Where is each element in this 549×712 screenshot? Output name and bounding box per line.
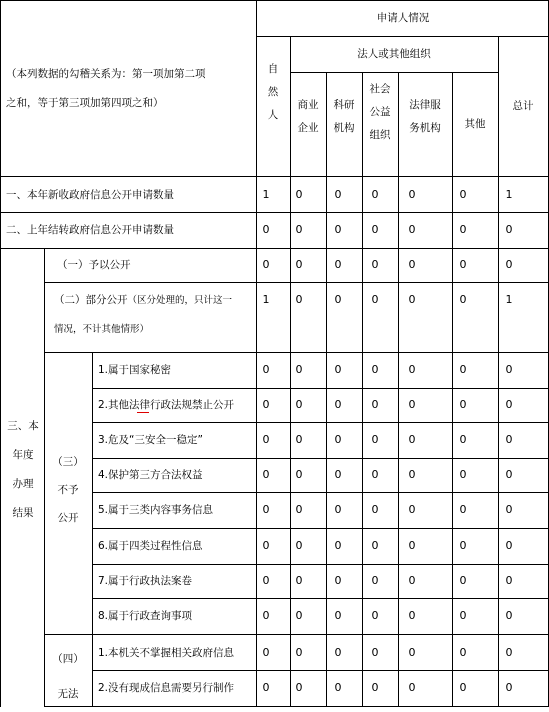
table-cell-value: 0 [262, 574, 270, 587]
table-cell-value: 0 [505, 468, 513, 481]
table-cell-value: 0 [505, 609, 513, 622]
header-divider [256, 36, 549, 37]
table-cell-value: 1 [505, 188, 513, 201]
col-social-welfare: 社会 公益 组织 [369, 83, 391, 141]
table-cell-value: 0 [295, 574, 303, 587]
table-cell-value: 0 [459, 468, 467, 481]
table-cell-value: 0 [334, 539, 342, 552]
table-cell-value: 0 [295, 609, 303, 622]
table-cell-value: 0 [371, 223, 379, 236]
table-cell-value: 0 [334, 398, 342, 411]
table-cell-value: 0 [371, 503, 379, 516]
table-cell-value: 0 [459, 574, 467, 587]
table-cell-value: 0 [334, 468, 342, 481]
table-cell-value: 0 [295, 681, 303, 694]
table-cell-value: 0 [459, 188, 467, 201]
table-cell-value: 0 [371, 188, 379, 201]
table-cell-value: 0 [459, 223, 467, 236]
row-divider [92, 422, 549, 423]
table-cell-value: 0 [408, 223, 416, 236]
table-cell-value: 0 [295, 433, 303, 446]
table-cell-value: 0 [408, 433, 416, 446]
row-label-no-disclose-4: 4.保护第三方合法权益 [98, 469, 203, 481]
col-divider [398, 72, 399, 707]
header-note-line1: （本列数据的勾稽关系为：第一项加第二项 [6, 68, 206, 80]
table-cell-value: 0 [262, 646, 270, 659]
row-label-carried-over: 二、上年结转政府信息公开申请数量 [6, 224, 174, 236]
row-divider [0, 176, 549, 177]
table-cell-value: 0 [459, 503, 467, 516]
table-cell-value: 0 [505, 539, 513, 552]
col-other: 其他 [464, 118, 486, 130]
table-cell-value: 0 [371, 468, 379, 481]
table-cell-value: 0 [505, 681, 513, 694]
row-label-no-disclose-1: 1.属于国家秘密 [98, 364, 172, 376]
table-cell-value: 0 [262, 468, 270, 481]
col-divider [498, 36, 499, 707]
table-cell-value: 0 [371, 539, 379, 552]
table-cell-value: 0 [334, 258, 342, 271]
col-divider [290, 36, 291, 707]
row-label-no-disclose-2: 2.其他法律行政法规禁止公开 [98, 399, 235, 411]
table-cell-value: 0 [408, 609, 416, 622]
table-cell-value: 0 [262, 223, 270, 236]
table-cell-value: 0 [262, 258, 270, 271]
table-cell-value: 0 [262, 363, 270, 376]
table-cell-value: 0 [295, 468, 303, 481]
table-cell-value: 0 [459, 398, 467, 411]
col-total: 总计 [512, 100, 534, 112]
table-cell-value: 0 [295, 258, 303, 271]
row-label-no-disclose-8: 8.属于行政查询事项 [98, 610, 193, 622]
row-divider [0, 248, 549, 249]
row-label-no-disclose-7: 7.属于行政执法案卷 [98, 575, 193, 587]
table-cell-value: 1 [505, 293, 513, 306]
header-applicant-situation: 申请人情况 [376, 12, 430, 24]
table-cell-value: 0 [295, 223, 303, 236]
table-cell-value: 0 [334, 433, 342, 446]
row-label-cannot-2: 2.没有现成信息需要另行制作 [98, 682, 235, 694]
row-label-no-disclose-5: 5.属于三类内容事务信息 [98, 504, 214, 516]
row-label-disclose: （一）予以公开 [57, 259, 131, 271]
table-cell-value: 0 [408, 468, 416, 481]
header-legal-orgs: 法人或其他组织 [357, 48, 431, 60]
table-cell-value: 0 [505, 258, 513, 271]
table-cell-value: 0 [295, 398, 303, 411]
col-legal-service: 法律服 务机构 [409, 99, 441, 134]
col-divider [326, 72, 327, 707]
row-divider [0, 212, 549, 213]
table-cell-value: 0 [334, 188, 342, 201]
table-cell-value: 0 [408, 574, 416, 587]
table-cell-value: 0 [334, 293, 342, 306]
table-cell-value: 0 [505, 363, 513, 376]
table-cell-value: 0 [459, 363, 467, 376]
table-cell-value: 0 [371, 646, 379, 659]
table-cell-value: 0 [371, 433, 379, 446]
table-border-top [0, 0, 549, 1]
table-cell-value: 0 [408, 398, 416, 411]
col-natural-person: 自 然 人 [267, 63, 279, 121]
table-cell-value: 0 [334, 223, 342, 236]
table-cell-value: 0 [505, 398, 513, 411]
row-label-partial: （二）部分公开（区分处理的，只计这一 [54, 294, 233, 306]
row-divider [92, 388, 549, 389]
col-divider [452, 72, 453, 707]
table-cell-value: 0 [505, 433, 513, 446]
table-cell-value: 0 [459, 609, 467, 622]
row-divider [92, 528, 549, 529]
table-cell-value: 0 [371, 363, 379, 376]
table-cell-value: 0 [334, 574, 342, 587]
cannot-group-label: （四） 无法 [52, 653, 84, 700]
col-business: 商业 企业 [297, 99, 319, 134]
table-cell-value: 0 [408, 503, 416, 516]
table-cell-value: 0 [459, 258, 467, 271]
table-cell-value: 0 [459, 681, 467, 694]
table-cell-value: 0 [295, 503, 303, 516]
col-divider [256, 0, 257, 707]
table-cell-value: 0 [505, 223, 513, 236]
table-cell-value: 0 [459, 433, 467, 446]
table-cell-value: 0 [262, 433, 270, 446]
table-cell-value: 0 [262, 681, 270, 694]
section3-label: 三、本 年度 办理 结果 [7, 420, 39, 519]
table-cell-value: 0 [408, 539, 416, 552]
row-divider [92, 670, 549, 671]
table-cell-value: 0 [408, 258, 416, 271]
table-cell-value: 1 [262, 293, 270, 306]
table-cell-value: 0 [371, 293, 379, 306]
table-cell-value: 0 [371, 398, 379, 411]
row-divider [92, 492, 549, 493]
table-cell-value: 0 [408, 646, 416, 659]
table-cell-value: 0 [371, 609, 379, 622]
table-cell-value: 0 [334, 646, 342, 659]
header-note-line2: 之和，等于第三项加第四项之和） [6, 97, 164, 109]
table-cell-value: 0 [371, 681, 379, 694]
row-divider [44, 352, 549, 353]
table-cell-value: 0 [295, 363, 303, 376]
table-cell-value: 0 [408, 188, 416, 201]
table-cell-value: 0 [334, 681, 342, 694]
table-cell-value: 0 [505, 646, 513, 659]
table-cell-value: 0 [295, 188, 303, 201]
row-divider [92, 458, 549, 459]
row-label-cannot-1: 1.本机关不掌握相关政府信息 [98, 647, 235, 659]
row-divider [92, 564, 549, 565]
row-divider [44, 634, 549, 635]
table-cell-value: 0 [408, 293, 416, 306]
table-cell-value: 0 [459, 539, 467, 552]
subgroup-divider [92, 352, 93, 707]
table-cell-value: 0 [262, 503, 270, 516]
table-cell-value: 0 [334, 363, 342, 376]
table-cell-value: 0 [334, 609, 342, 622]
row-label-no-disclose-3: 3.危及“三安全一稳定” [98, 434, 203, 446]
table-border-left [0, 0, 1, 707]
col-research: 科研 机构 [333, 99, 355, 134]
table-cell-value: 0 [459, 293, 467, 306]
header-divider [290, 72, 498, 73]
table-cell-value: 0 [505, 503, 513, 516]
table-cell-value: 1 [262, 188, 270, 201]
section3-divider [44, 248, 45, 707]
row-label-partial-note: 情况，不计其他情形） [54, 324, 150, 335]
row-label-new-requests: 一、本年新收政府信息公开申请数量 [6, 189, 174, 201]
table-cell-value: 0 [262, 398, 270, 411]
table-cell-value: 0 [334, 503, 342, 516]
row-divider [44, 282, 549, 283]
table-cell-value: 0 [262, 609, 270, 622]
col-divider [362, 72, 363, 707]
table-cell-value: 0 [295, 646, 303, 659]
row-label-no-disclose-6: 6.属于四类过程性信息 [98, 540, 203, 552]
table-cell-value: 0 [505, 574, 513, 587]
table-cell-value: 0 [295, 293, 303, 306]
table-cell-value: 0 [371, 574, 379, 587]
table-cell-value: 0 [295, 539, 303, 552]
row-divider [92, 598, 549, 599]
spellcheck-underline [137, 412, 149, 413]
table-cell-value: 0 [371, 258, 379, 271]
table-cell-value: 0 [408, 681, 416, 694]
no-disclose-group-label: （三） 不予 公开 [52, 456, 84, 524]
table-cell-value: 0 [459, 646, 467, 659]
table-cell-value: 0 [408, 363, 416, 376]
table-cell-value: 0 [262, 539, 270, 552]
